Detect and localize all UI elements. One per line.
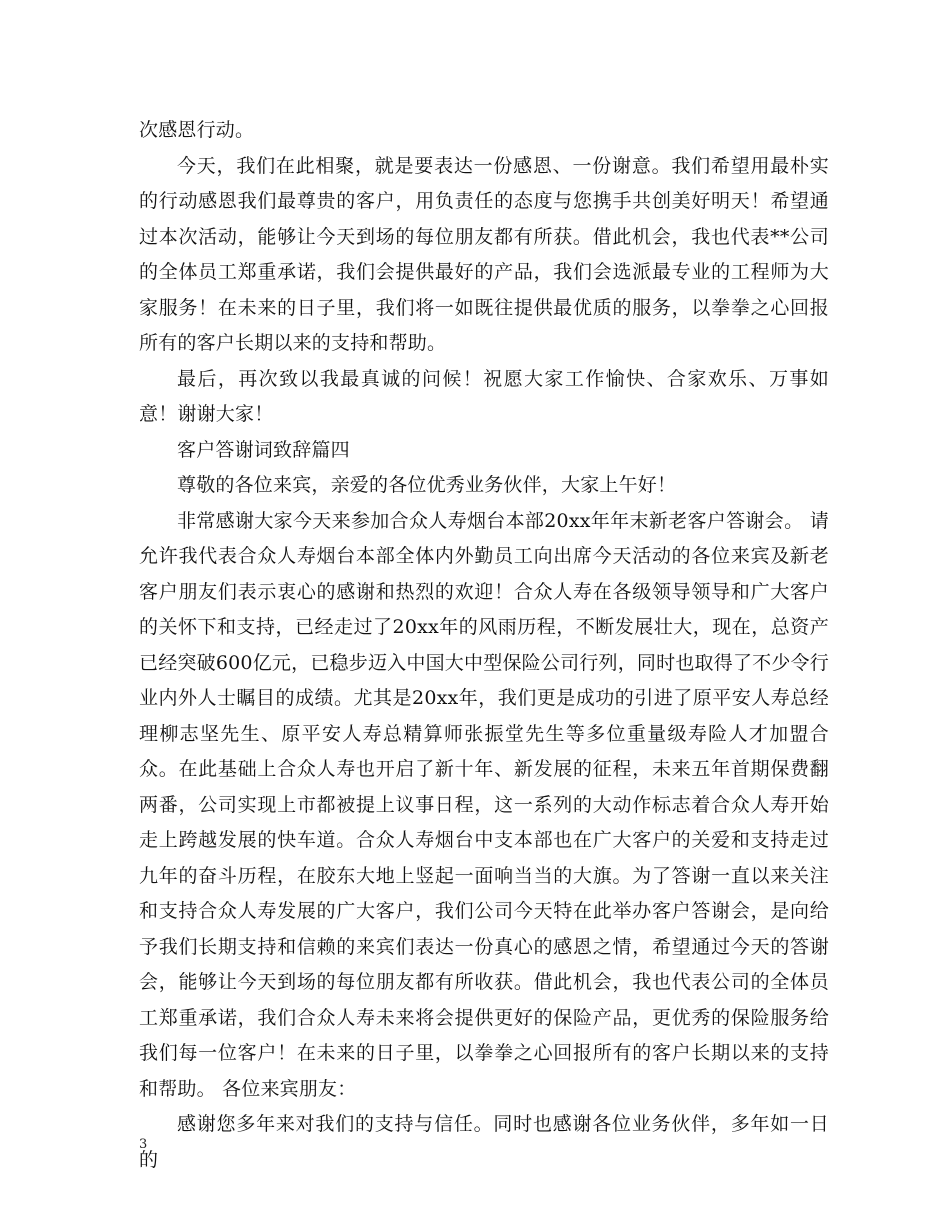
paragraph-1: 次感恩行动。 (139, 119, 255, 141)
paragraph-3: 最后，再次致以我最真诚的问候！祝愿大家工作愉快、合家欢乐、万事如意！谢谢大家！ (139, 367, 829, 425)
body-text (139, 113, 829, 1178)
section-heading: 客户答谢词致辞篇四 (177, 438, 350, 461)
salutation: 尊敬的各位来宾，亲爱的各位优秀业务伙伴，大家上午好！ (177, 474, 677, 496)
paragraph-2: 今天，我们在此相聚，就是要表达一份感恩、一份谢意。我们希望用最朴实的行动感恩我们最尊贵的客户，用负责任的态度与您携手共创美好明天！希望通过本次活动，能够让今天到场的每位朋友都有所获。借此机会，我也代表**公司的全体员工郑重承诺，我们会提供最好的产品，我们会选派最专业的工程师为大家服务！在未来的日子里，我们将一如既往提供最优质的服务，以拳拳之心回报所有的客户长期以来的支持和帮助。 (139, 154, 829, 354)
paragraph-4: 非常感谢大家今天来参加合众人寿烟台本部20xx年年末新老客户答谢会。 请允许我代表合众人寿烟台本部全体内外勤员工向出席今天活动的各位来宾及新老客户朋友们表示衷心的感谢和热烈的欢迎！合众人寿在各级领导领导和广大客户的关怀下和支持，已经走过了20xx年的风雨历程，不断发展壮大，现在，总资产已经突破600亿元，已稳步迈入中国大中型保险公司行列，同时也取得了不少令行业内外人士瞩目的成绩。尤其是20xx年，我们更是成功的引进了原平安人寿总经理柳志坚先生、原平安人寿总精算师张振堂先生等多位重量级寿险人才加盟合众。在此基础上合众人寿也开启了新十年、新发展的征程，未来五年首期保费翻两番，公司实现上市都被提上议事日程，这一系列的大动作标志着合众人寿开始走上跨越发展的快车道。合众人寿烟台中支本部也在广大客户的关爱和支持走过九年的奋斗历程，在胶东大地上竖起一面响当当的大旗。为了答谢一直以来关注和支持合众人寿发展的广大客户，我们公司今天特在此举办客户答谢会，是向给予我们长期支持和信赖的来宾们表达一份真心的感恩之情，希望通过今天的答谢会，能够让今天到场的每位朋友都有所收获。借此机会，我也代表公司的全体员工郑重承诺，我们合众人寿未来将会提供更好的保险产品，更优秀的保险服务给我们每一位客户！在未来的日子里，以拳拳之心回报所有的客户长期以来的支持和帮助。 各位来宾朋友： (139, 509, 829, 1100)
paragraph-5: 感谢您多年来对我们的支持与信任。同时也感谢各位业务伙伴，多年如一日的 (139, 1113, 829, 1171)
page-number: 3 (139, 1137, 148, 1152)
